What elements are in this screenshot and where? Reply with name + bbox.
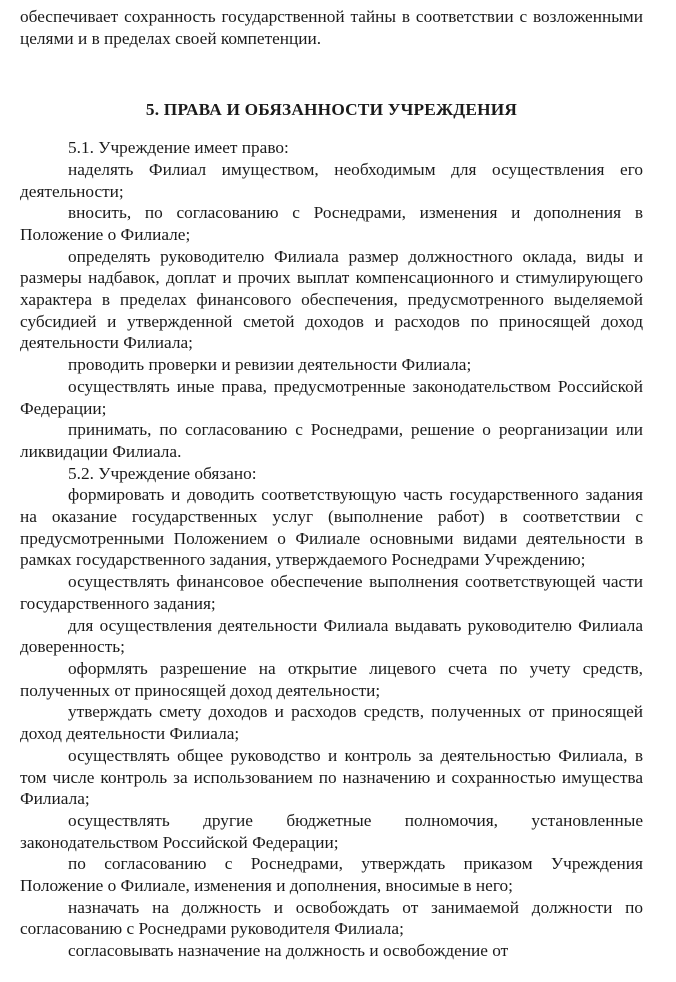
duties-item: утверждать смету доходов и расходов средств, полученных от приносящей доход деятельности Филиала; bbox=[20, 702, 643, 744]
duties-item: по согласованию с Роснедрами, утверждать приказом Учреждения Положение о Филиале, изменения и дополнения, вносимые в него; bbox=[20, 854, 643, 896]
rights-item: вносить, по согласованию с Роснедрами, изменения и дополнения в Положение о Филиале; bbox=[20, 203, 643, 244]
duties-item: оформлять разрешение на открытие лицевого счета по учету средств, полученных от приносящей доход деятельности; bbox=[20, 658, 643, 700]
duties-item: осуществлять другие бюджетные полномочия, установленные законодательством Российской Федерации; bbox=[20, 810, 643, 852]
rights-item: осуществлять иные права, предусмотренные законодательством Российской Федерации; bbox=[20, 376, 643, 418]
duties-item: осуществлять общее руководство и контроль за деятельностью Филиала, в том числе контроль за использованием по назначению и сохранностью имущества Филиала; bbox=[20, 745, 643, 809]
duties-item: осуществлять финансовое обеспечение выполнения соответствующей части государственного задания; bbox=[20, 572, 643, 613]
rights-item: проводить проверки и ревизии деятельности Филиала; bbox=[68, 355, 472, 375]
paragraph-top: обеспечивает сохранность государственной тайны в соответствии с возложенными целями и в пределах своей компетенции. bbox=[20, 7, 643, 48]
duties-item: формировать и доводить соответствующую часть государственного задания на оказание государственных услуг (выполнение работ) в соответствии с предусмотренными Положением о Филиале основными видами деятельности в рамках государственного задания, утверждаемого Роснедрами Учреждению; bbox=[20, 485, 643, 570]
rights-heading: 5.1. Учреждение имеет право: bbox=[68, 138, 289, 158]
section-title: 5. ПРАВА И ОБЯЗАННОСТИ УЧРЕЖДЕНИЯ bbox=[145, 100, 518, 120]
rights-item: наделять Филиал имуществом, необходимым для осуществления его деятельности; bbox=[20, 159, 643, 201]
duties-item: согласовывать назначение на должность и освобождение от bbox=[68, 941, 509, 961]
document-page bbox=[20, 6, 643, 962]
rights-item: определять руководителю Филиала размер должностного оклада, виды и размеры надбавок, доплат и прочих выплат компенсационного и стимулирующего характера в пределах финансового обеспечения, предусмотренного выделяемой субсидией и утвержденной сметой доходов и расходов по приносящей доход деятельности Филиала; bbox=[20, 246, 643, 353]
rights-item: принимать, по согласованию с Роснедрами, решение о реорганизации или ликвидации Филиала. bbox=[20, 420, 643, 461]
duties-item: назначать на должность и освобождать от занимаемой должности по согласованию с Роснедрами руководителя Филиала; bbox=[20, 897, 643, 939]
duties-item: для осуществления деятельности Филиала выдавать руководителю Филиала доверенность; bbox=[20, 615, 643, 657]
duties-heading: 5.2. Учреждение обязано: bbox=[68, 463, 257, 483]
